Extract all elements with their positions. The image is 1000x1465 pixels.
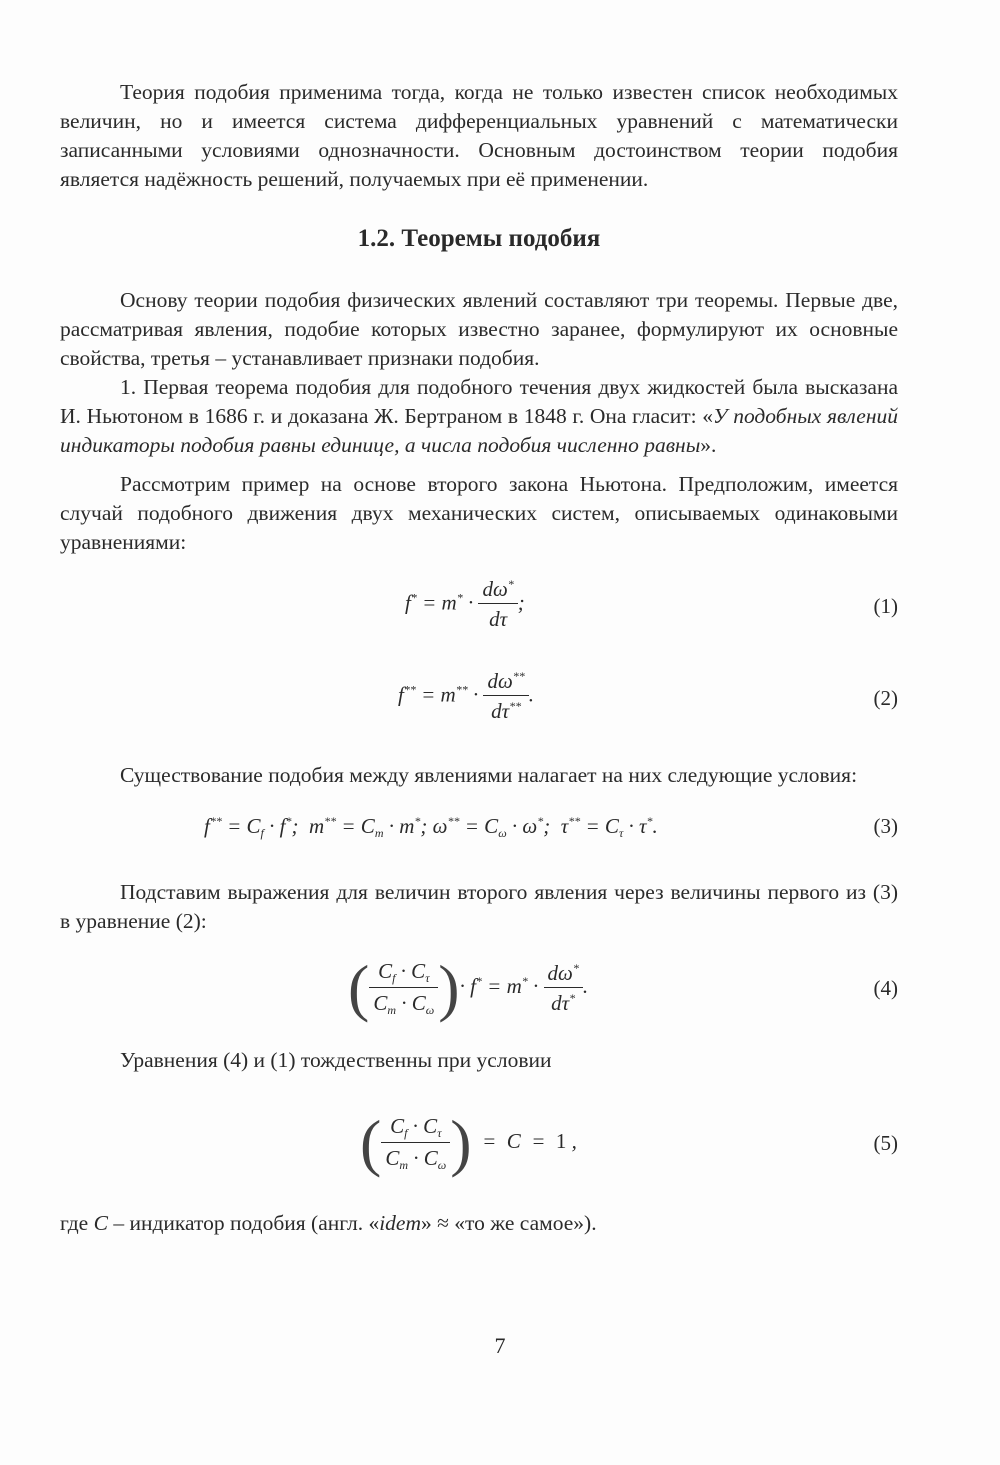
equation-2: f** = m** · $\frac{d\omega^{**}}{d\tau^{**}}$ . (2) [398, 669, 898, 723]
paragraph-intro: Теория подобия применима тогда, когда не только известен список необходимых величин, но и имеется система дифференциальных уравнений с математически записанными условиями однозначности. Основным достоинством теории подобия является надёжность решений, получаемых при её применении. [60, 80, 898, 191]
theorem-quote: У подобных явлений индикаторы подобия равны единице, а числа подобия численно равны [60, 404, 898, 457]
equation-5: ( $\frac{C_f \cdot C_\tau}{C_m \cdot C_\omega}$ ) = C = 1 , (5) [360, 1107, 898, 1178]
page-number: 7 [494, 1333, 506, 1358]
paragraph-identical: Уравнения (4) и (1) тождественны при условии [120, 1048, 552, 1072]
equation-3: $f^{**} = C_f \cdot f^*$; $m^{**} = C_m \cdot m^*$; $\omega^{**} = C_\omega \cdot \omega^*$; $\tau^{**} = C_\tau \cdot \tau^*$. (3) [204, 814, 898, 840]
equation-5-number: (5) [873, 1131, 898, 1155]
page-content [60, 78, 898, 1238]
paragraph-indicator: где C – индикатор подобия (англ. «idem» ≈ «то же самое»). [60, 1211, 597, 1235]
equation-3-number: (3) [873, 814, 898, 838]
paragraph-substitute: Подставим выражения для величин второго явления через величины первого из (3) в уравнение (2): [60, 880, 898, 933]
equation-2-number: (2) [873, 686, 898, 710]
equation-1: f* = m* · $\frac{d\omega^*}{d\tau}$ ; (1) [405, 577, 898, 631]
equation-4-number: (4) [873, 976, 898, 1000]
equation-1-number: (1) [873, 594, 898, 618]
paragraph-first-theorem: 1. Первая теорема подобия для подобного течения двух жидкостей была высказана И. Ньютоном в 1686 г. и доказана Ж. Бертраном в 1848 г. Она гласит: «У подобных явлений индикаторы подобия равны единице, а числа подобия численно равны». [60, 375, 898, 457]
paragraph-example: Рассмотрим пример на основе второго закона Ньютона. Предположим, имеется случай подобного движения двух механических систем, описываемых одинаковыми уравнениями: [60, 472, 898, 554]
paragraph-theorems: Основу теории подобия физических явлений составляют три теоремы. Первые две, рассматривая явления, подобие которых известно заранее, формулируют их основные свойства, третья – устанавливает признаки подобия. [60, 288, 898, 370]
equation-4: ( $\frac{C_f \cdot C_\tau}{C_m \cdot C_\omega}$ )· f* = m* · $\frac{d\omega^*}{d\tau^*}$ . (4) [348, 952, 898, 1023]
paragraph-similarity-conditions: Существование подобия между явлениями налагает на них следующие условия: [120, 763, 858, 787]
section-heading: 1.2. Теоремы подобия [357, 225, 601, 252]
